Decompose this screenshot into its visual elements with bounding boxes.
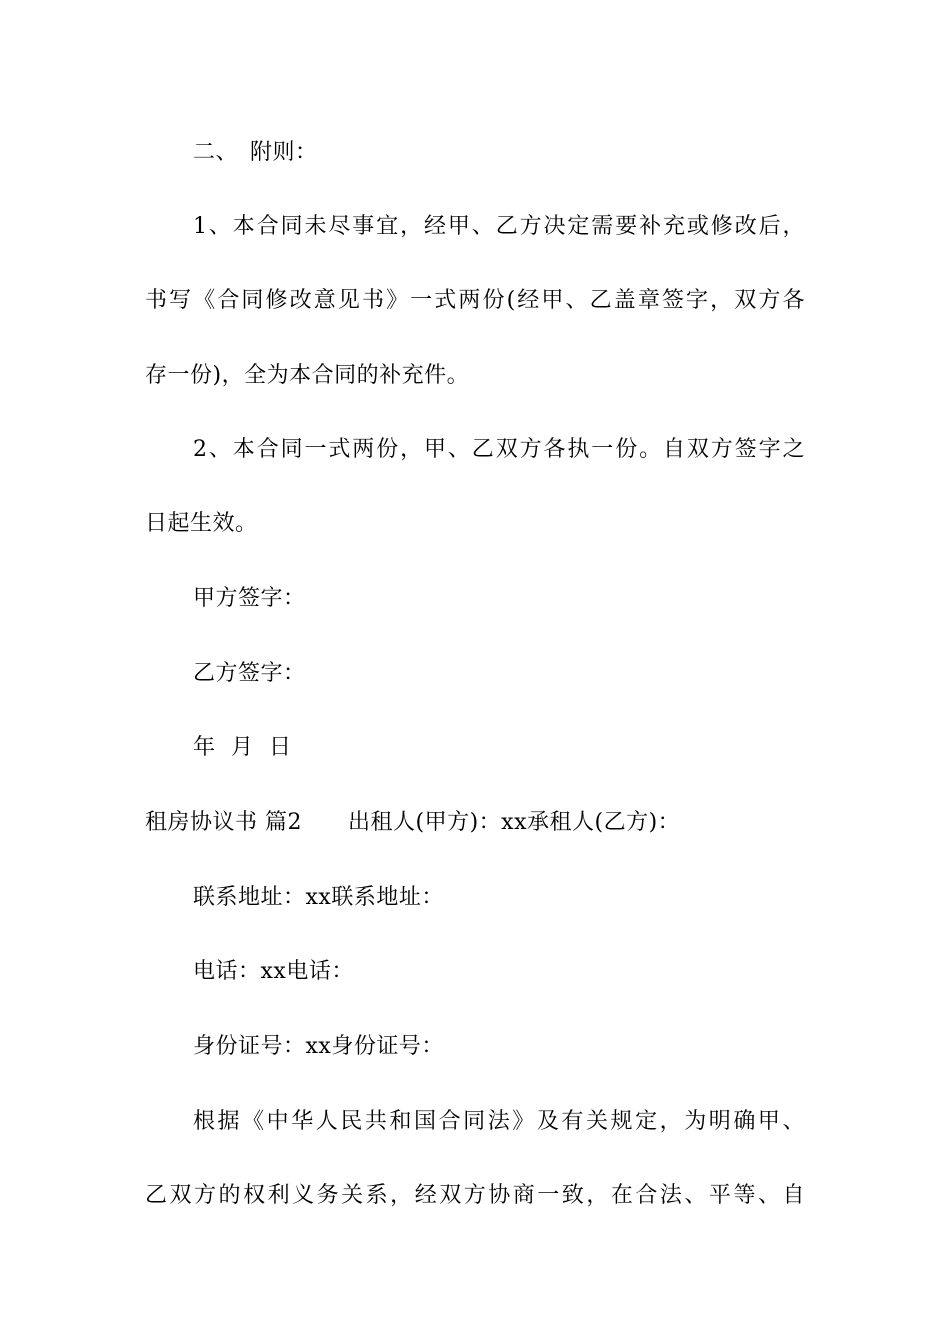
section-number: 二、 <box>193 140 239 165</box>
date-label: 年 月 日 <box>193 735 292 760</box>
section-title: 附则： <box>250 140 318 165</box>
paragraph-line: 日起生效。 <box>145 511 258 536</box>
party-info-line: 出租人(甲方)：xx承租人(乙方)： <box>348 810 681 835</box>
party-b-signature-label: 乙方签字： <box>193 661 306 686</box>
paragraph-line: 根据《中华人民共和国合同法》及有关规定，为明确甲、 <box>193 1109 805 1134</box>
section-heading <box>193 138 873 168</box>
paragraph-line: 乙双方的权利义务关系，经双方协商一致，在合法、平等、自 <box>145 1183 805 1208</box>
phone-line: 电话：xx电话： <box>193 959 354 984</box>
id-number-line: 身份证号：xx身份证号： <box>193 1034 444 1059</box>
section-heading-2 <box>145 808 825 838</box>
paragraph-line: 2、本合同一式两份，甲、乙双方各执一份。自双方签字之 <box>193 437 805 462</box>
party-a-signature-label: 甲方签字： <box>193 586 306 611</box>
paragraph-line: 存一份)，全为本合同的补充件。 <box>145 363 470 388</box>
agreement-title: 租房协议书 篇2 <box>145 810 302 835</box>
paragraph-line: 书写《合同修改意见书》一式两份(经甲、乙盖章签字，双方各 <box>145 288 805 313</box>
paragraph-line: 1、本合同未尽事宜，经甲、乙方决定需要补充或修改后， <box>193 214 805 239</box>
contact-address-line: 联系地址：xx联系地址： <box>193 885 444 910</box>
